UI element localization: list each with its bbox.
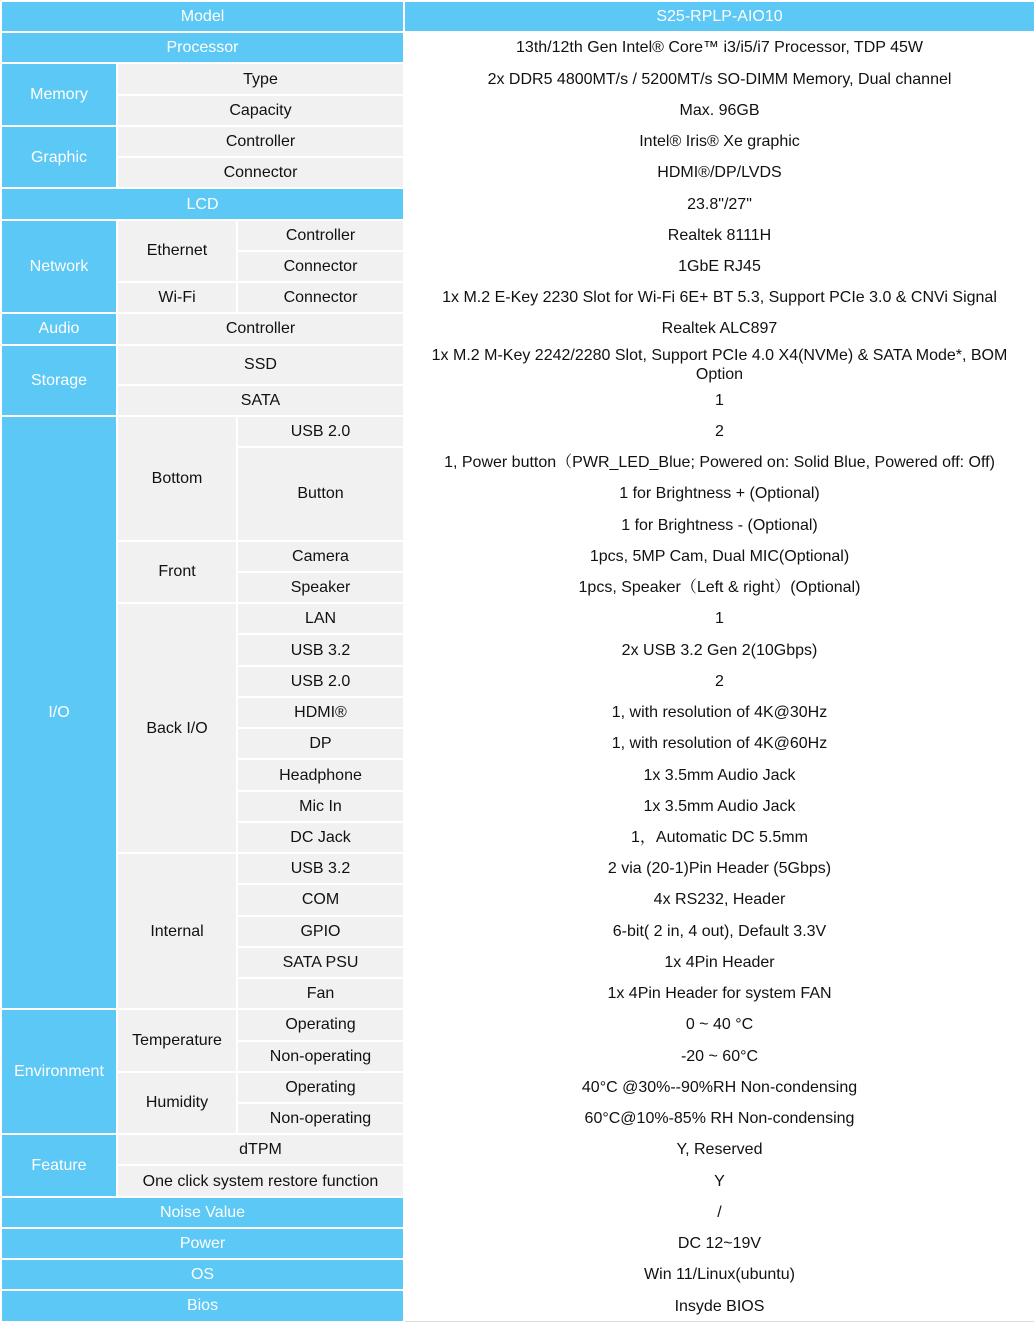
spec-label-cell: SSD (117, 345, 404, 385)
category-header-cell: Environment (1, 1009, 117, 1134)
category-header-cell: Storage (1, 345, 117, 416)
spec-label-cell: USB 3.2 (237, 853, 404, 884)
spec-label-cell: GPIO (237, 916, 404, 947)
spec-label-cell: Controller (237, 220, 404, 251)
spec-row (1, 32, 1034, 63)
spec-label-cell: Temperature (117, 1009, 237, 1071)
spec-label-cell: Operating (237, 1072, 404, 1103)
spec-value-cell: 1, with resolution of 4K@30Hz (404, 697, 1034, 728)
spec-value-cell: 1pcs, Speaker（Left & right）(Optional) (404, 572, 1034, 603)
spec-label-cell: Non-operating (237, 1103, 404, 1134)
spec-value-cell: Max. 96GB (404, 95, 1034, 126)
spec-row (1, 1290, 1034, 1321)
spec-label-cell: Capacity (117, 95, 404, 126)
spec-value-cell: Insyde BIOS (404, 1290, 1034, 1321)
spec-label-cell: Camera (237, 541, 404, 572)
category-header-cell: Network (1, 220, 117, 314)
category-header-cell: Memory (1, 63, 117, 125)
spec-value-cell: 2x DDR5 4800MT/s / 5200MT/s SO-DIMM Memory, Dual channel (404, 63, 1034, 94)
spec-value-cell: Y (404, 1165, 1034, 1196)
spec-row (1, 1134, 1034, 1165)
spec-label-cell: USB 3.2 (237, 634, 404, 665)
spec-label-cell: One click system restore function (117, 1165, 404, 1196)
spec-row (1, 282, 1034, 313)
spec-value-cell: 1, Power button（PWR_LED_Blue; Powered on: Solid Blue, Powered off: Off) (404, 447, 1034, 478)
spec-label-cell: Non-operating (237, 1041, 404, 1072)
spec-label-cell: Controller (117, 126, 404, 157)
category-header-cell: Audio (1, 313, 117, 344)
spec-value-cell: 13th/12th Gen Intel® Core™ i3/i5/i7 Processor, TDP 45W (404, 32, 1034, 63)
spec-row (1, 1072, 1034, 1103)
category-header-cell: Graphic (1, 126, 117, 188)
category-header-cell: OS (1, 1259, 404, 1290)
spec-row (1, 63, 1034, 94)
spec-value-cell: / (404, 1197, 1034, 1228)
spec-label-cell: Connector (237, 251, 404, 282)
spec-row (1, 188, 1034, 219)
spec-value-cell: 60°C@10%-85% RH Non-condensing (404, 1103, 1034, 1134)
spec-value-cell: Y, Reserved (404, 1134, 1034, 1165)
spec-row (1, 313, 1034, 344)
spec-value-cell: 1x M.2 E-Key 2230 Slot for Wi-Fi 6E+ BT 5.3, Support PCIe 3.0 & CNVi Signal (404, 282, 1034, 313)
category-header-cell: Model (1, 1, 404, 32)
spec-row (1, 1, 1034, 32)
spec-value-cell: 2 (404, 416, 1034, 447)
spec-label-cell: Connector (117, 157, 404, 188)
spec-label-cell: COM (237, 884, 404, 915)
spec-row (1, 345, 1034, 385)
spec-label-cell: USB 2.0 (237, 416, 404, 447)
spec-value-cell: 2 via (20-1)Pin Header (5Gbps) (404, 853, 1034, 884)
spec-value-cell: 1x 3.5mm Audio Jack (404, 791, 1034, 822)
spec-label-cell: HDMI® (237, 697, 404, 728)
spec-value-cell: 1 for Brightness - (Optional) (404, 510, 1034, 541)
spec-row (1, 1197, 1034, 1228)
category-header-cell: Processor (1, 32, 404, 63)
spec-value-cell: 1GbE RJ45 (404, 251, 1034, 282)
spec-row (1, 385, 1034, 416)
spec-label-cell: Fan (237, 978, 404, 1009)
spec-label-cell: Operating (237, 1009, 404, 1040)
spec-row (1, 1259, 1034, 1290)
spec-value-cell: DC 12~19V (404, 1228, 1034, 1259)
category-header-cell: LCD (1, 188, 404, 219)
spec-row (1, 603, 1034, 634)
spec-label-cell: Mic In (237, 791, 404, 822)
spec-value-cell: 1 (404, 603, 1034, 634)
spec-label-cell: Speaker (237, 572, 404, 603)
spec-row (1, 1228, 1034, 1259)
spec-label-cell: Controller (117, 313, 404, 344)
spec-value-cell: 1pcs, 5MP Cam, Dual MIC(Optional) (404, 541, 1034, 572)
category-header-cell: Noise Value (1, 1197, 404, 1228)
category-header-cell: I/O (1, 416, 117, 1009)
category-header-cell: S25-RPLP-AIO10 (404, 1, 1034, 32)
spec-label-cell: dTPM (117, 1134, 404, 1165)
category-header-cell: Bios (1, 1290, 404, 1321)
spec-value-cell: 1x 4Pin Header for system FAN (404, 978, 1034, 1009)
category-header-cell: Feature (1, 1134, 117, 1196)
spec-value-cell: Intel® Iris® Xe graphic (404, 126, 1034, 157)
spec-row (1, 95, 1034, 126)
spec-row (1, 1009, 1034, 1040)
spec-value-cell: 1，Automatic DC 5.5mm (404, 822, 1034, 853)
spec-label-cell: Button (237, 447, 404, 541)
spec-label-cell: Bottom (117, 416, 237, 541)
spec-label-cell: DC Jack (237, 822, 404, 853)
spec-row (1, 126, 1034, 157)
spec-row (1, 541, 1034, 572)
spec-value-cell: 1 (404, 385, 1034, 416)
spec-value-cell: Win 11/Linux(ubuntu) (404, 1259, 1034, 1290)
spec-label-cell: DP (237, 728, 404, 759)
spec-value-cell: -20 ~ 60°C (404, 1041, 1034, 1072)
spec-table-body (1, 1, 1034, 1322)
spec-value-cell: Realtek 8111H (404, 220, 1034, 251)
spec-value-cell: 1x 4Pin Header (404, 947, 1034, 978)
spec-row (1, 157, 1034, 188)
spec-label-cell: SATA PSU (237, 947, 404, 978)
spec-value-cell: 1x 3.5mm Audio Jack (404, 759, 1034, 790)
spec-value-cell: 40°C @30%--90%RH Non-condensing (404, 1072, 1034, 1103)
spec-value-cell: 1 for Brightness + (Optional) (404, 478, 1034, 509)
spec-row (1, 416, 1034, 447)
spec-value-cell: 1, with resolution of 4K@60Hz (404, 728, 1034, 759)
spec-label-cell: Internal (117, 853, 237, 1009)
spec-label-cell: Wi-Fi (117, 282, 237, 313)
spec-value-cell: 2 (404, 666, 1034, 697)
spec-value-cell: 23.8"/27" (404, 188, 1034, 219)
spec-row (1, 1165, 1034, 1196)
spec-label-cell: USB 2.0 (237, 666, 404, 697)
spec-label-cell: Front (117, 541, 237, 603)
spec-label-cell: Type (117, 63, 404, 94)
spec-value-cell: HDMI®/DP/LVDS (404, 157, 1034, 188)
spec-label-cell: Back I/O (117, 603, 237, 853)
spec-row (1, 220, 1034, 251)
spec-label-cell: SATA (117, 385, 404, 416)
spec-value-cell: 4x RS232, Header (404, 884, 1034, 915)
spec-row (1, 853, 1034, 884)
spec-value-cell: 6-bit( 2 in, 4 out), Default 3.3V (404, 916, 1034, 947)
spec-label-cell: LAN (237, 603, 404, 634)
spec-value-cell: Realtek ALC897 (404, 313, 1034, 344)
spec-label-cell: Ethernet (117, 220, 237, 282)
spec-value-cell: 2x USB 3.2 Gen 2(10Gbps) (404, 634, 1034, 665)
spec-value-cell: 1x M.2 M-Key 2242/2280 Slot, Support PCIe 4.0 X4(NVMe) & SATA Mode*, BOM Option (404, 345, 1034, 385)
spec-value-cell: 0 ~ 40 °C (404, 1009, 1034, 1040)
spec-label-cell: Humidity (117, 1072, 237, 1134)
spec-label-cell: Connector (237, 282, 404, 313)
category-header-cell: Power (1, 1228, 404, 1259)
spec-label-cell: Headphone (237, 759, 404, 790)
